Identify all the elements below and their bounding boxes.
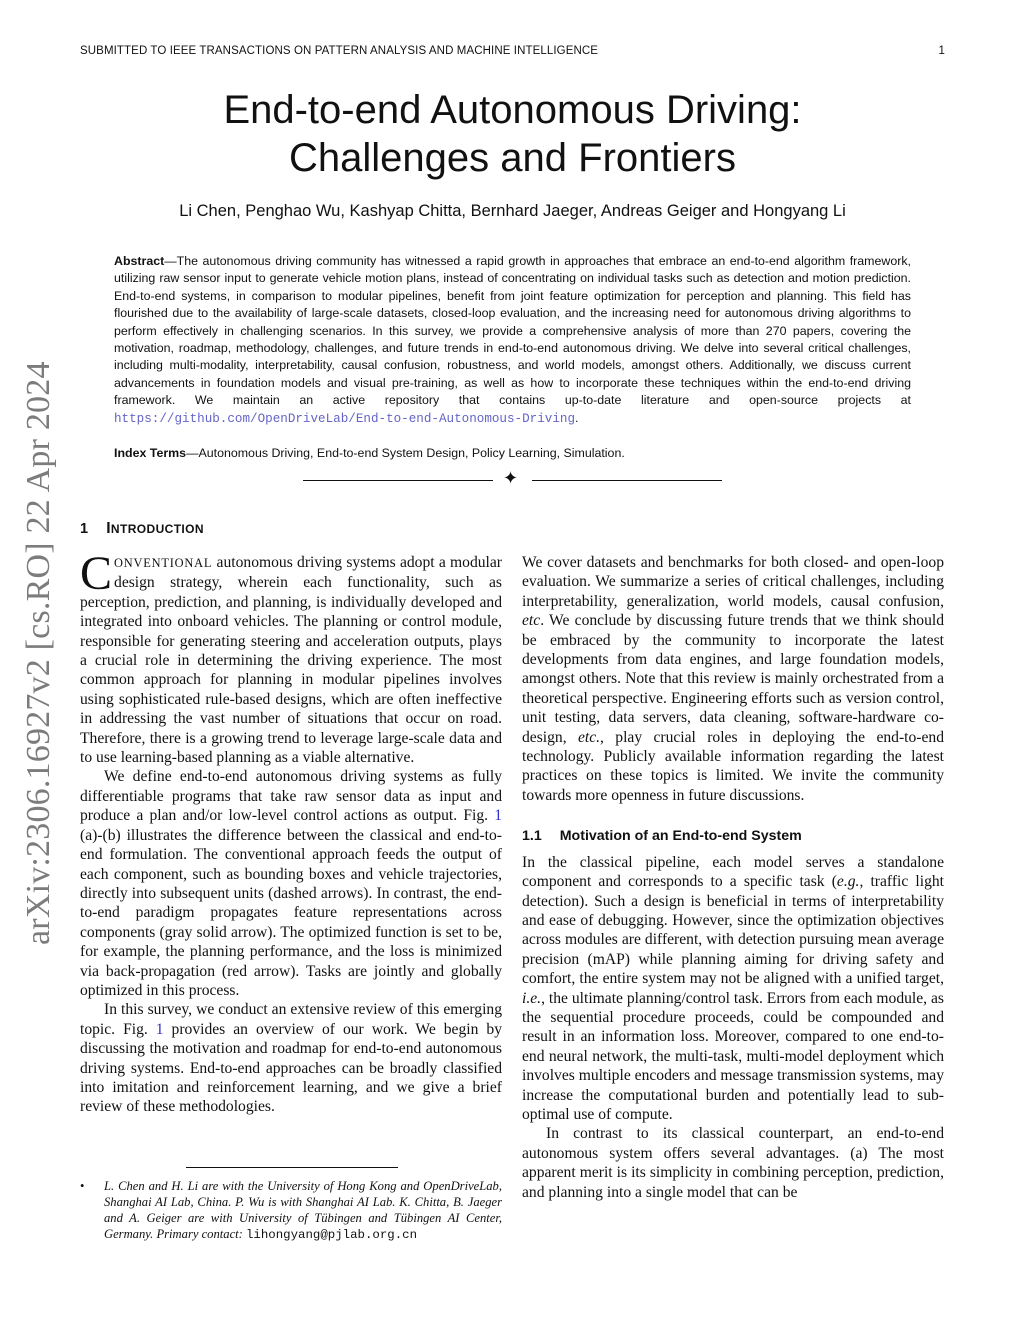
- italic-abbreviation: etc.: [577, 728, 601, 746]
- subsection-title: Motivation of an End-to-end System: [559, 828, 802, 845]
- separator-rule-right: [532, 480, 722, 481]
- paragraph-text: In the classical pipeline, each model serves a standalone component and corresponds to a specific task (: [522, 853, 944, 891]
- italic-abbreviation: e.g.: [836, 873, 860, 891]
- smallcaps-lead: ONVENTIONAL: [114, 556, 213, 570]
- paragraph: [522, 553, 944, 805]
- figure-reference-link[interactable]: 1: [494, 807, 502, 825]
- diamond-icon: ✦: [503, 468, 519, 488]
- paragraph-text: We cover datasets and benchmarks for both closed- and open-loop evaluation. We summarize a series of critical challenges, including interpretability, generalization, world models, causal confusion,: [522, 554, 944, 610]
- paragraph-text: provides an overview of our work. We begin by discussing the motivation and roadmap for end-to-end autonomous driving systems. End-to-end approaches can be broadly classified into imitation and reinforcement learning, and we give a brief review of these methodologies.: [80, 1020, 502, 1116]
- paragraph-text: , play crucial roles in deploying the end-to-end technology. Publicly available information regarding the latest practices on these topics is limited. We invite the community towards more openness in future discussions.: [522, 728, 944, 804]
- paragraph-text: , the ultimate planning/control task. Errors from each module, as the sequential procedure proceeds, could be compounded and result in an information loss. Moreover, compared to one end-to-end neural network, the multi-task, multi-model deployment which involves multiple encoders and message transmission systems, may increase the computational burden and potentially lead to sub-optimal use of compute.: [522, 989, 944, 1123]
- italic-abbreviation: i.e.: [522, 989, 542, 1007]
- paragraph-text: We define end-to-end autonomous driving systems as fully differentiable programs that take raw sensor data as input and produce a plan and/or low-level control actions as output. Fig.: [80, 768, 502, 825]
- section-title-initial: I: [106, 520, 111, 537]
- author-list: Li Chen, Penghao Wu, Kashyap Chitta, Bernhard Jaeger, Andreas Geiger and Hongyang Li: [179, 202, 846, 220]
- index-terms: [114, 445, 911, 462]
- separator-rule-left: [303, 480, 493, 481]
- index-terms-label: Index Terms: [114, 446, 187, 460]
- footnote-rule: [186, 1167, 398, 1168]
- paragraph-text: (a)-(b) illustrates the difference between the classical and end-to-end formulation. The conventional approach feeds the output of each component, such as bounding boxes and vehicle trajectories, directly into subsequent units (dashed arrows). In contrast, the end-to-end paradigm propagates feature representations across components (gray solid arrow). The optimized function is set to be, for example, the planning performance, and the loss is minimized via back-propagation (red arrow). Tasks are jointly and globally optimized in this process.: [80, 826, 502, 999]
- paragraph: [80, 1000, 502, 1116]
- section-number: 1: [80, 521, 89, 537]
- bullet-icon: •: [80, 1179, 85, 1193]
- journal-name: SUBMITTED TO IEEE TRANSACTIONS ON PATTERN ANALYSIS AND MACHINE INTELLIGENCE: [80, 45, 599, 57]
- figure-reference-link[interactable]: 1: [155, 1020, 164, 1038]
- abstract: [114, 253, 911, 428]
- section-title-rest: NTRODUCTION: [110, 522, 204, 536]
- paragraph: In contrast to its classical counterpart, an end-to-end autonomous system offers several advantages. (a) The most apparent merit is its simplicity in combining perception, prediction, and planning into a single model that can be: [522, 1125, 944, 1201]
- section-heading-introduction: [80, 520, 204, 538]
- right-column: [522, 553, 944, 1202]
- abstract-end: .: [575, 410, 579, 425]
- author-affiliation-footnote: [80, 1178, 502, 1243]
- paragraph: [80, 547, 502, 767]
- running-head: [80, 45, 945, 57]
- repository-link[interactable]: https://github.com/OpenDriveLab/End-to-end-Autonomous-Driving: [114, 411, 576, 426]
- abstract-label: Abstract: [114, 254, 165, 268]
- title-line-1: End-to-end Autonomous Driving:: [223, 88, 802, 132]
- page-number: 1: [938, 45, 945, 57]
- index-terms-text: —Autonomous Driving, End-to-end System Design, Policy Learning, Simulation.: [186, 446, 625, 460]
- footnote-body: [104, 1178, 502, 1243]
- footnote-text: L. Chen and H. Li are with the University of Hong Kong and OpenDriveLab, Shanghai AI Lab, China. P. Wu is with Shanghai AI Lab. K. Chitta, B. Jaeger and A. Geiger are with University of Tübingen and Tübingen AI Center, Germany. Primary contact:: [104, 1179, 502, 1241]
- title-line-2: Challenges and Frontiers: [289, 136, 736, 180]
- paragraph: [522, 853, 944, 1125]
- contact-email[interactable]: lihongyang@pjlab.org.cn: [246, 1228, 418, 1242]
- italic-abbreviation: etc: [522, 612, 541, 630]
- subsection-number: 1.1: [522, 828, 542, 845]
- paragraph: [80, 767, 502, 1000]
- section-separator: [300, 468, 725, 490]
- paragraph-text: , traffic light detection). Such a design is beneficial in terms of interpretability and ease of debugging. However, since the optimization objectives across modules are different, with detection pursuing mean average precision (mAP) while planning aiming for driving safety and comfort, the entire system may not be aligned with a unified target,: [522, 873, 944, 988]
- subsection-heading: [522, 827, 944, 846]
- paragraph-text: In this survey, we conduct an extensive review of this emerging topic. Fig.: [80, 1001, 502, 1038]
- left-column: [80, 547, 502, 1117]
- drop-cap: C: [80, 547, 113, 600]
- abstract-text: —The autonomous driving community has witnessed a rapid growth in approaches that embrace an end-to-end algorithm framework, utilizing raw sensor input to generate vehicle motion plans, instead of concentrating on individual tasks such as detection and motion prediction. End-to-end systems, in comparison to modular pipelines, benefit from joint feature optimization for perception and planning. This field has flourished due to the availability of large-scale datasets, closed-loop evaluation, and the increasing need for autonomous driving algorithms to perform effectively in challenging scenarios. In this survey, we provide a comprehensive analysis of more than 270 papers, covering the motivation, roadmap, methodology, challenges, and future trends in end-to-end autonomous driving. We delve into several critical challenges, including multi-modality, interpretability, causal confusion, robustness, and world models, amongst others. Additionally, we discuss current advancements in foundation models and visual pre-training, as well as how to incorporate these techniques within the end-to-end driving framework. We maintain an active repository that contains up-to-date literature and open-source projects at: [114, 254, 911, 408]
- paper-title: [80, 86, 945, 182]
- paragraph-text: autonomous driving systems adopt a modular design strategy, wherein each functionality, such as perception, prediction, and planning, is individually developed and integrated into onboard vehicles. The planning or control module, responsible for generating steering and acceleration outputs, plays a crucial role in determining the driving experience. The most common approach for planning in modular pipelines involves using sophisticated rule-based designs, which are often ineffective in addressing the vast number of situations that occur on road. Therefore, there is a growing trend to leverage large-scale data and to use learning-based planning as a viable alternative.: [80, 554, 502, 767]
- paragraph-text: . We conclude by discussing future trends that we think should be embraced by the community to incorporate the latest developments from data engines, and large foundation models, amongst others. Note that this review is mainly orchestrated from a theoretical perspective. Engineering efforts such as version control, unit testing, data servers, data cleaning, software-hardware co-design,: [522, 612, 944, 746]
- arxiv-identifier-stamp: arXiv:2306.16927v2 [cs.RO] 22 Apr 2024: [20, 361, 57, 945]
